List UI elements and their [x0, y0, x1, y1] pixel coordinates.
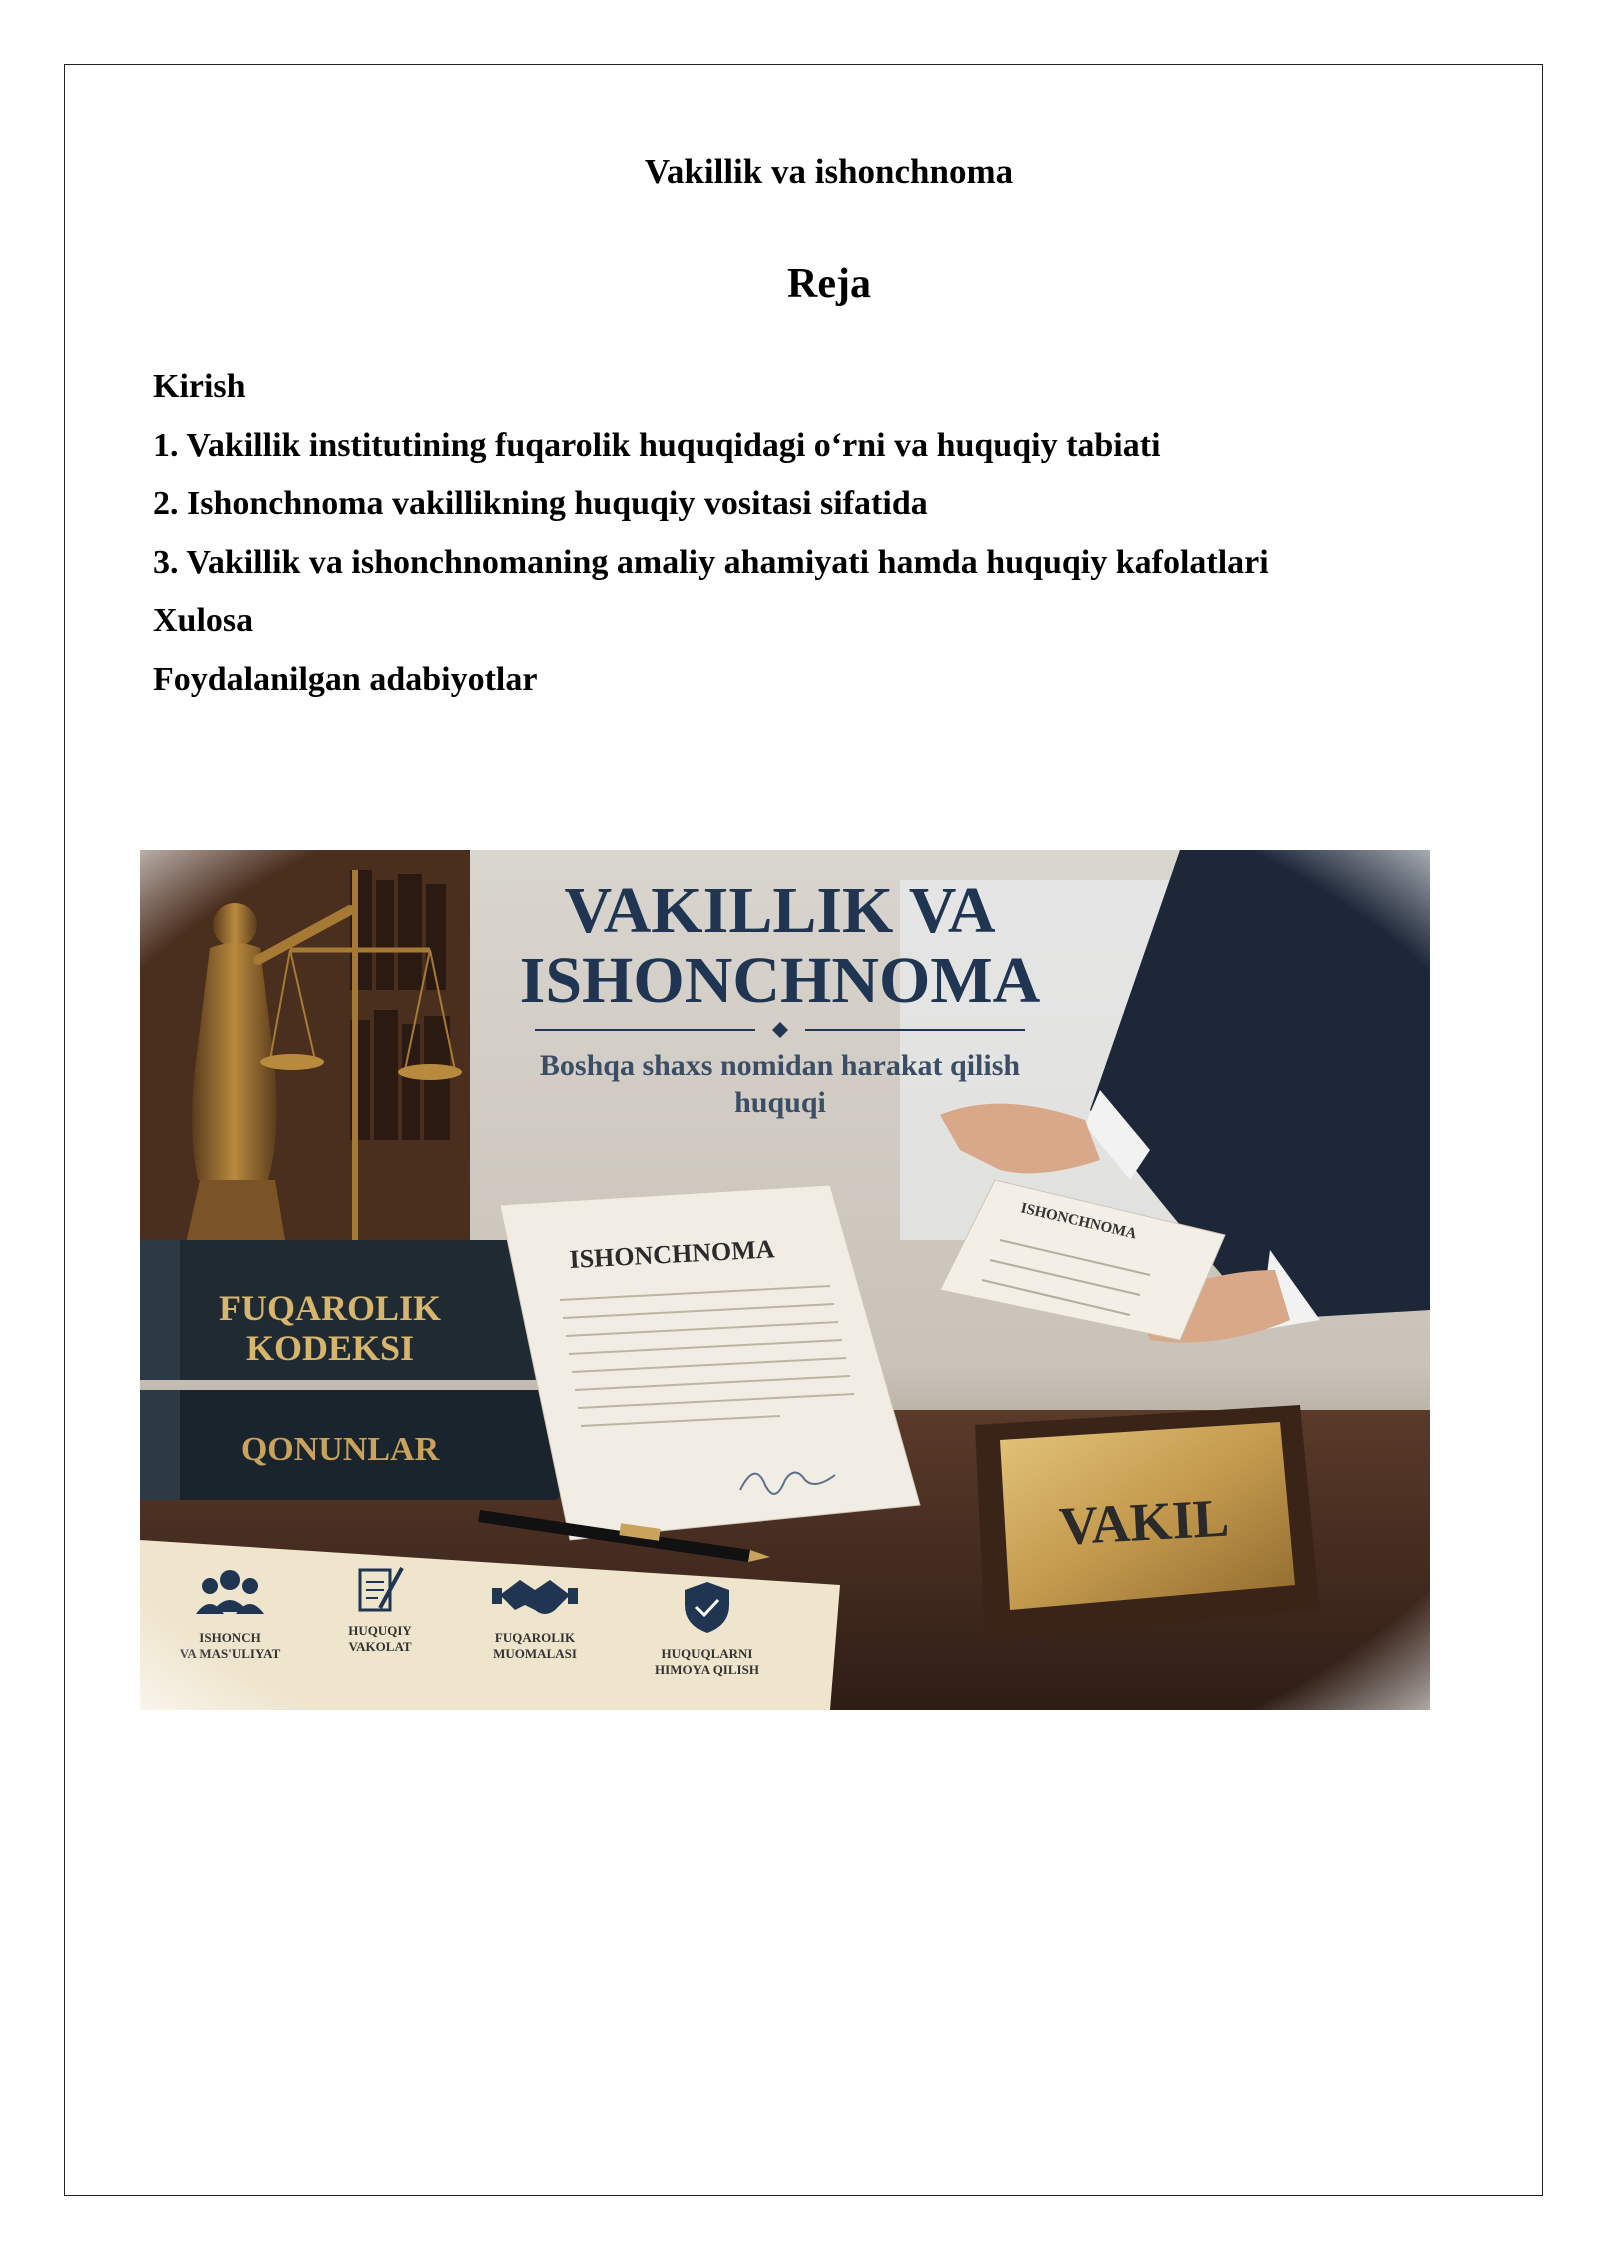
cover-illustration — [140, 850, 1430, 1710]
plan-item-conclusion: Xulosa — [153, 602, 254, 639]
plan-list — [153, 358, 1269, 709]
plan-item-1: 1. Vakillik institutining fuqarolik huquqidagi o‘rni va huquqiy tabiati — [153, 426, 1161, 464]
section-heading: Reja — [787, 261, 871, 307]
plan-item-2: 2. Ishonchnoma vakillikning huquqiy vositasi sifatida — [153, 485, 928, 522]
document-title: Vakillik va ishonchnoma — [644, 152, 1014, 191]
plan-item-3: 3. Vakillik va ishonchnomaning amaliy ahamiyati hamda huquqiy kafolatlari — [153, 543, 1269, 581]
plan-item-references: Foydalanilgan adabiyotlar — [153, 660, 538, 698]
plan-item-intro: Kirish — [153, 368, 246, 405]
